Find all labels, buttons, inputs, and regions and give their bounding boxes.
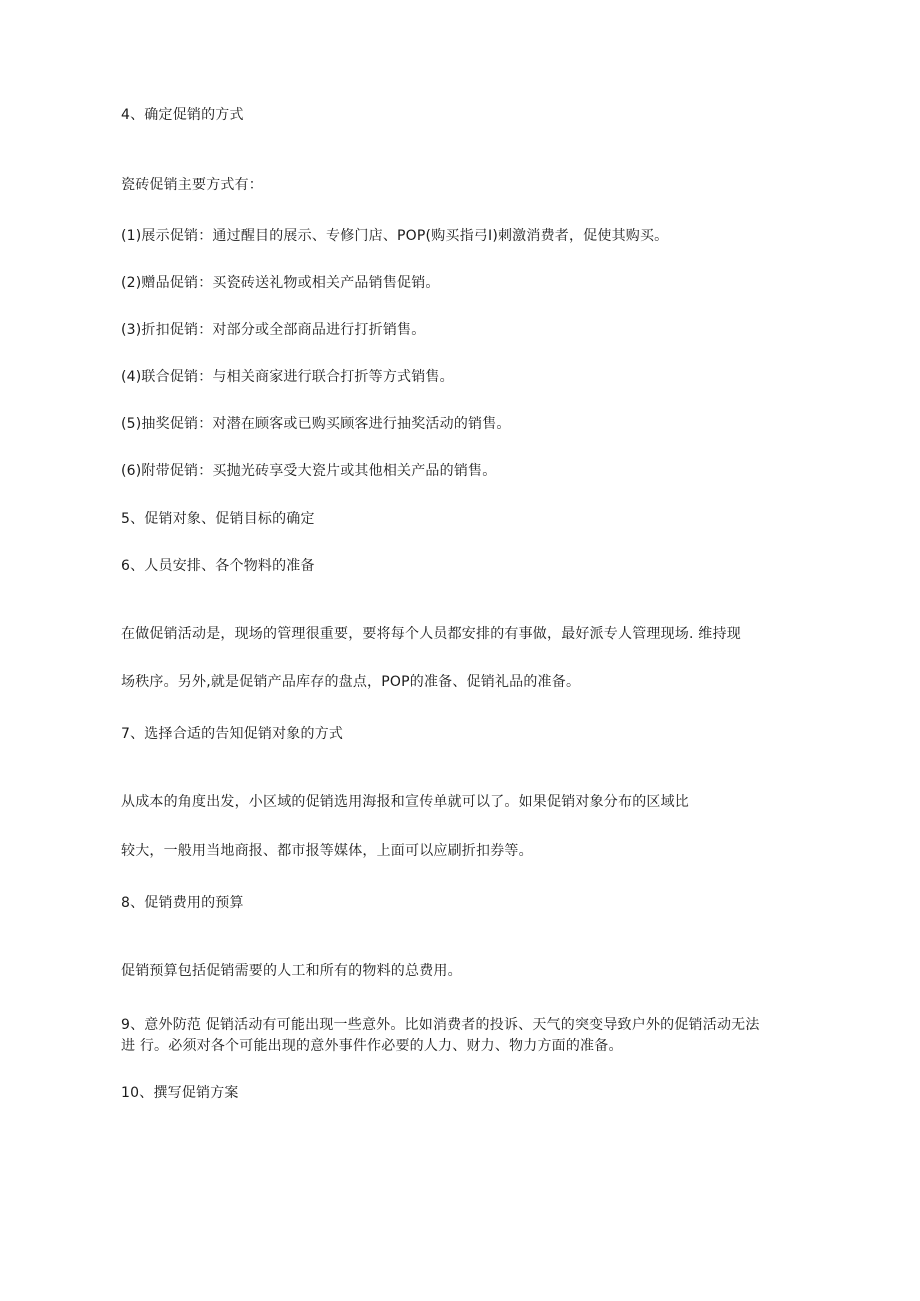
heading-4: 4、确定促销的方式 [121, 107, 244, 123]
list-item-5: (5)抽奖促销：对潜在顾客或已购买顾客进行抽奖活动的销售。 [121, 416, 511, 432]
heading-5: 5、促销对象、促销目标的确定 [121, 511, 315, 527]
paragraph-intro: 瓷砖促销主要方式有： [121, 177, 263, 193]
heading-10: 10、撰写促销方案 [121, 1085, 239, 1101]
heading-7: 7、选择合适的告知促销对象的方式 [121, 726, 344, 742]
paragraph-6-line-2: 场秩序。另外,就是促销产品库存的盘点，POP的准备、促销礼品的准备。 [121, 674, 581, 690]
list-item-4: (4)联合促销：与相关商家进行联合打折等方式销售。 [121, 369, 454, 385]
paragraph-8: 促销预算包括促销需要的人工和所有的物料的总费用。 [121, 963, 462, 979]
paragraph-7-line-1: 从成本的角度出发，小区域的促销选用海报和宣传单就可以了。如果促销对象分布的区域比 [121, 794, 689, 810]
paragraph-6-line-1: 在做促销活动是，现场的管理很重要，要将每个人员都安排的有事做，最好派专人管理现场. 维持现 [121, 626, 741, 642]
paragraph-9-line-2: 进 行。必须对各个可能出现的意外事件作必要的人力、财力、物力方面的准备。 [121, 1038, 623, 1054]
list-item-6: (6)附带促销：买抛光砖享受大瓷片或其他相关产品的销售。 [121, 463, 497, 479]
heading-6: 6、人员安排、各个物料的准备 [121, 558, 315, 574]
list-item-1: (1)展示促销：通过醒目的展示、专修门店、POP(购买指弓I)刺激消费者，促使其购买。 [121, 228, 669, 244]
list-item-3: (3)折扣促销：对部分或全部商品进行打折销售。 [121, 322, 426, 338]
list-item-2: (2)赠品促销：买瓷砖送礼物或相关产品销售促销。 [121, 275, 440, 291]
heading-8: 8、促销费用的预算 [121, 895, 244, 911]
paragraph-9-line-1: 9、意外防范 促销活动有可能出现一些意外。比如消费者的投诉、天气的突变导致户外的促销活动无法 [121, 1017, 760, 1033]
paragraph-7-line-2: 较大，一般用当地商报、都市报等媒体，上面可以应刷折扣券等。 [121, 843, 533, 859]
